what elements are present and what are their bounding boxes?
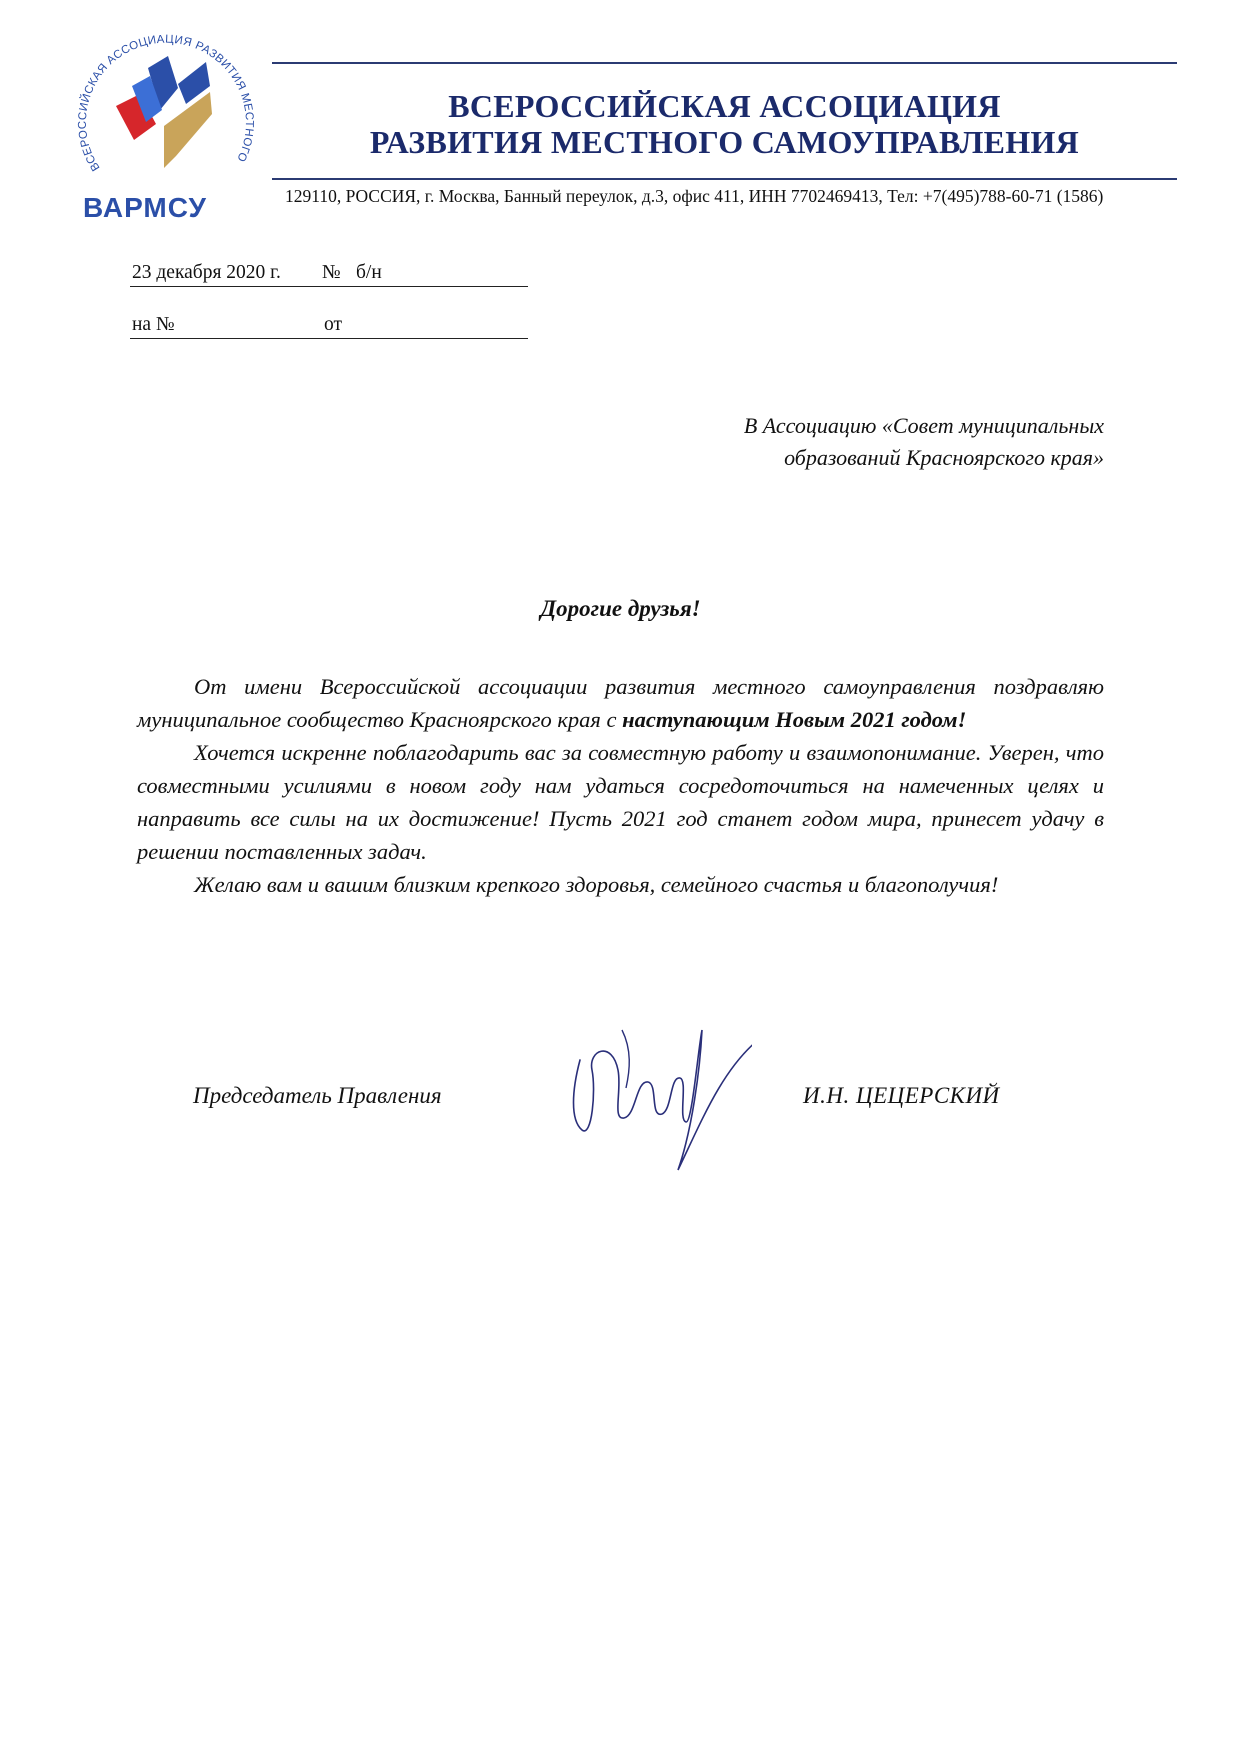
letter-body bbox=[137, 670, 1104, 901]
org-name-line-1: ВСЕРОССИЙСКАЯ АССОЦИАЦИЯ bbox=[448, 88, 1001, 124]
addressee-line-1: В Ассоциацию «Совет муниципальных bbox=[743, 413, 1104, 438]
header-bottom-rule bbox=[272, 178, 1177, 180]
addressee-line-2: образований Красноярского края» bbox=[784, 445, 1104, 470]
incoming-reference-line bbox=[130, 312, 528, 339]
logo-emblem bbox=[60, 18, 260, 198]
signatory-title: Председатель Правления bbox=[193, 1083, 442, 1108]
logo-wordmark: ВАРМСУ bbox=[83, 192, 207, 223]
number-value: б/н bbox=[356, 262, 382, 283]
reference-from-label: от bbox=[324, 314, 343, 335]
greeting: Дорогие друзья! bbox=[540, 596, 701, 621]
addressee bbox=[544, 410, 1104, 474]
logo-ring-text: ВСЕРОССИЙСКАЯ АССОЦИАЦИЯ РАЗВИТИЯ МЕСТНОГО bbox=[76, 33, 255, 173]
paragraph-3: Желаю вам и вашим близким крепкого здоровья, семейного счастья и благополучия! bbox=[194, 872, 999, 897]
organization-address: 129110, РОССИЯ, г. Москва, Банный переулок, д.3, офис 411, ИНН 7702469413, Тел: +7(495)788-60-71 (1586) bbox=[285, 186, 1104, 206]
organization-name bbox=[272, 88, 1177, 160]
outgoing-registration-line bbox=[130, 260, 528, 287]
handwritten-signature bbox=[552, 1010, 752, 1180]
paragraph-1 bbox=[137, 670, 1104, 736]
signatory-name: И.Н. ЦЕЦЕРСКИЙ bbox=[803, 1083, 1000, 1108]
paragraph-1-bold: наступающим Новым 2021 годом! bbox=[622, 707, 967, 732]
paragraph-1-text: От имени Всероссийской ассоциации развития местного самоуправления поздравляю муниципальное сообщество Красноярского края с bbox=[137, 674, 1104, 732]
org-name-line-2: РАЗВИТИЯ МЕСТНОГО САМОУПРАВЛЕНИЯ bbox=[369, 124, 1080, 160]
paragraph-2: Хочется искренне поблагодарить вас за совместную работу и взаимопонимание. Уверен, что совместными усилиями в новом году нам удаться сосредоточиться на намеченных целях и направить все силы на их достижение! Пусть 2021 год станет годом мира, принесет удачу в решении поставленных задач. bbox=[137, 740, 1104, 864]
header-top-rule bbox=[272, 62, 1177, 64]
varmsu-logo bbox=[60, 18, 260, 223]
number-label: № bbox=[322, 262, 341, 283]
letter-date: 23 декабря 2020 г. bbox=[132, 262, 281, 283]
reference-number-label: на № bbox=[132, 314, 175, 335]
